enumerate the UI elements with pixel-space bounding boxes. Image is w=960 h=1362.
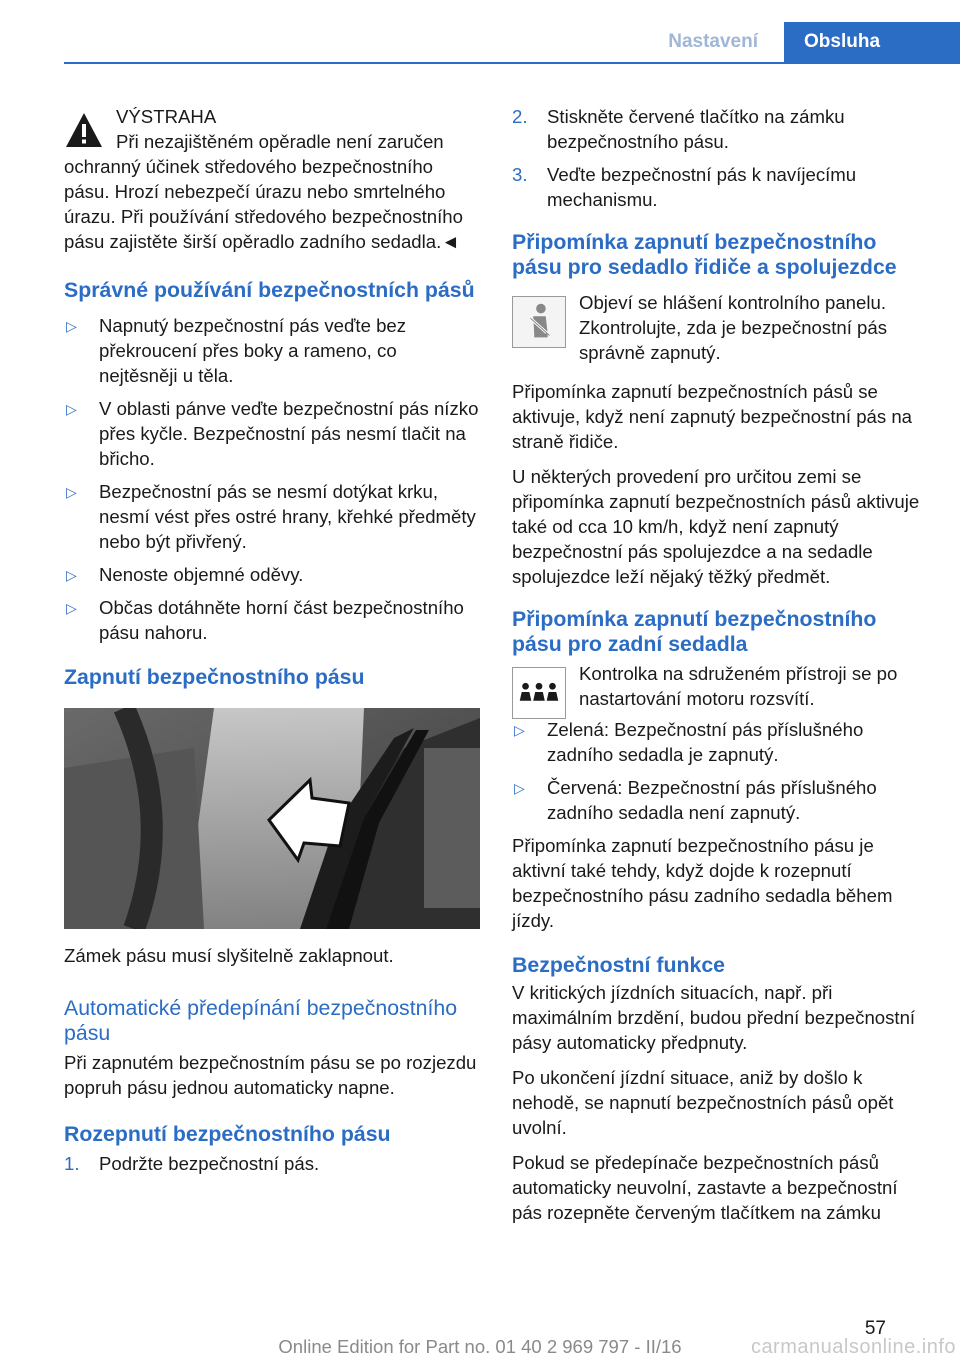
front-reminder-row xyxy=(512,290,926,365)
list-item: ▷ Zelená: Bezpečnostní pás příslušného zadního sedadla je zapnutý. xyxy=(514,719,864,765)
header-rule xyxy=(64,62,960,64)
page-number: 57 xyxy=(864,1318,886,1339)
list-item: 1. Podržte bezpečnostní pás. xyxy=(64,1153,320,1174)
tab-obsluha[interactable]: Obsluha xyxy=(784,22,960,62)
front-reminder-p2: U některých provedení pro určitou zemi se připomínka zapnutí bezpečnostních pásů aktivuje také od cca 10 km/h, když není zapnutý bezpečnostní pás spolujezdce a na sedadle spolujezdce leží nějaký těžký předmět. xyxy=(512,466,920,587)
warning-triangle-icon xyxy=(64,110,104,150)
front-reminder-text: Objeví se hlášení kontrolního panelu. Zkontrolujte, zda je bezpečnostní pás správně zapnutý. xyxy=(579,292,888,363)
list-item: ▷ Napnutý bezpečnostní pás veďte bez překroucení přes boky a rameno, co nejtěsněji u těla. xyxy=(66,315,407,386)
rear-status-list xyxy=(512,717,926,767)
rear-status-list-outer xyxy=(512,775,926,825)
unfasten-steps xyxy=(64,1151,480,1176)
list-item: ▷ Bezpečnostní pás se nesmí dotýkat krku, nesmí vést přes ostré hrany, křehké předměty nebo být přivřený. xyxy=(66,481,476,552)
heading-fasten-belt: Zapnutí bezpečnostního pásu xyxy=(64,665,365,689)
pretensioner-text: Při zapnutém bezpečnostním pásu se po rozjezdu popruh pásu jednou automaticky napne. xyxy=(64,1052,477,1098)
triangle-bullet-icon: ▷ xyxy=(66,318,77,334)
front-reminder-p1: Připomínka zapnutí bezpečnostních pásů se aktivuje, když není zapnutý bezpečnostní pás na straně řidiče. xyxy=(512,381,913,452)
seatbelt-warning-icon xyxy=(512,296,566,348)
warning-text: Při nezajištěném opěradle není zaručen ochranný účinek středového bezpečnostního pásu. Hrozí nebezpečí úrazu nebo smrtelného úrazu. Při používání středového bezpečnostního pásu zajistěte širší opěradlo zadního sedadla.◄ xyxy=(64,131,463,252)
heading-front-reminder: Připomínka zapnutí bezpečnostního pásu pro sedadlo řidiče a spolujezdce xyxy=(512,230,897,279)
rear-reminder-row xyxy=(512,661,926,717)
safety-p2: Po ukončení jízdní situace, aniž by došlo k nehodě, se napnutí bezpečnostních pásů opět uvolní. xyxy=(512,1067,894,1138)
list-item: ▷ Nenoste objemné oděvy. xyxy=(64,562,480,587)
safety-p3: Pokud se předepínače bezpečnostních pásů automaticky neuvolní, zastavte a bezpečnostní pás rozepněte červeným tlačítkem na zámku xyxy=(512,1152,898,1223)
triangle-bullet-icon: ▷ xyxy=(66,567,77,583)
unfasten-steps-continued xyxy=(512,104,926,212)
edition-footer: Online Edition for Part no. 01 40 2 969 797 - II/16 xyxy=(278,1336,682,1357)
triangle-bullet-icon: ▷ xyxy=(66,600,77,616)
heading-safety-function: Bezpečnostní funkce xyxy=(512,953,726,977)
heading-rear-reminder: Připomínka zapnutí bezpečnostního pásu pro zadní sedadla xyxy=(512,607,877,656)
list-item: ▷ Červená: Bezpečnostní pás příslušného zadního sedadla není zapnutý. xyxy=(514,777,877,823)
warning-title: VÝSTRAHA xyxy=(116,106,217,127)
list-item: 3. Veďte bezpečnostní pás k navíjecímu mechanismu. xyxy=(512,164,857,210)
heading-unfasten: Rozepnutí bezpečnostního pásu xyxy=(64,1122,391,1146)
list-item: ▷ V oblasti pánve veďte bezpečnostní pás nízko přes kyčle. Bezpečnostní pás nesmí tlačit na břicho. xyxy=(66,398,479,469)
right-column xyxy=(512,104,926,1235)
list-item: 2. Stiskněte červené tlačítko na zámku bezpečnostního pásu. xyxy=(512,106,845,152)
seatbelt-buckle-photo xyxy=(64,708,480,929)
warning-block xyxy=(64,104,480,254)
rear-reminder-p1: Připomínka zapnutí bezpečnostního pásu je aktivní také tehdy, když dojde k rozepnutí bezpečnostního pásu zadního sedadla během jízdy. xyxy=(512,835,893,931)
triangle-bullet-icon: ▷ xyxy=(66,484,77,500)
header-tabs xyxy=(642,22,960,62)
left-column xyxy=(64,104,480,1184)
list-item: ▷ Občas dotáhněte horní část bezpečnostního pásu nahoru. xyxy=(66,597,464,643)
watermark: carmanualsonline.info xyxy=(750,1336,956,1358)
triangle-bullet-icon: ▷ xyxy=(66,401,77,417)
tab-nastaveni[interactable]: Nastavení xyxy=(642,22,784,62)
rear-reminder-text: Kontrolka na sdruženém přístroji se po nastartování motoru rozsvítí. xyxy=(579,663,898,709)
heading-pretensioner: Automatické předepínání bezpečnostního pásu xyxy=(64,996,458,1045)
buckle-caption: Zámek pásu musí slyšitelně zaklapnout. xyxy=(64,945,394,966)
triangle-bullet-icon: ▷ xyxy=(514,780,525,796)
triangle-bullet-icon: ▷ xyxy=(514,722,525,738)
safety-p1: V kritických jízdních situacích, např. při maximálním brzdění, budou přední bezpečnostní pásy automaticky předpnuty. xyxy=(512,982,916,1053)
rear-seat-occupants-icon xyxy=(512,667,566,719)
heading-correct-use: Správné používání bezpečnostních pásů xyxy=(64,278,475,302)
correct-use-list xyxy=(64,313,480,645)
